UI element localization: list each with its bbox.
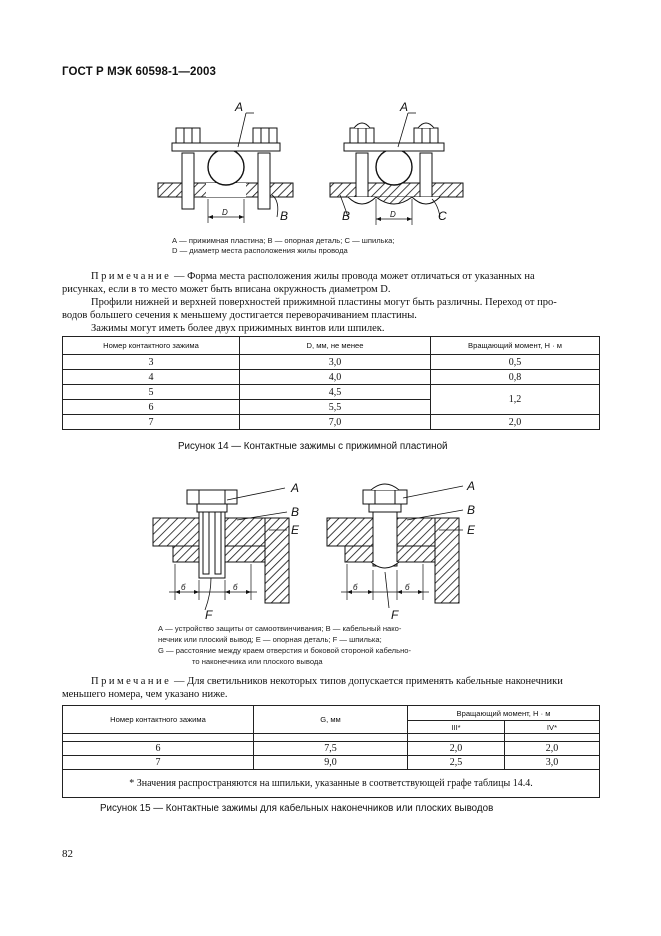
fig14-legend-line2: D — диаметр места расположения жилы провода <box>172 246 348 255</box>
fig15-label-e-right: Е <box>467 523 476 537</box>
table-row: 4 4,0 0,8 <box>63 370 600 385</box>
table-row: 3 3,0 0,5 <box>63 355 600 370</box>
fig15-label-f-left: F <box>205 608 213 622</box>
fig14-label-a-left: А <box>235 100 244 114</box>
page-number: 82 <box>62 848 73 860</box>
fig15-right-view <box>327 479 476 622</box>
fig14-para2: Профили нижней и верхней поверхностей прижимной пластины могут быть различны. Переход от про- <box>91 297 557 308</box>
fig15-legend-line1: А — устройство защиты от самоотвинчивания; В — кабельный нако- <box>158 624 402 633</box>
col-header-g: G, мм <box>254 706 408 734</box>
fig15-caption: Рисунок 15 — Контактные зажимы для кабельных наконечников или плоских выводов <box>100 803 494 814</box>
fig14-label-d-left: D <box>222 208 228 217</box>
fig15-label-a-left: А <box>291 481 300 495</box>
table-row: 6 5,5 <box>63 400 600 415</box>
col-header-num: Номер контактного зажима <box>63 337 240 355</box>
fig15-g-right-1: б <box>353 583 358 592</box>
fig15-left-view <box>153 481 300 622</box>
table-row: 7 7,0 2,0 <box>63 415 600 430</box>
fig15-legend-line4: то наконечника или плоского вывода <box>192 657 323 666</box>
document-header: ГОСТ Р МЭК 60598-1—2003 <box>62 66 216 78</box>
col-header-num: Номер контактного зажима <box>63 706 254 734</box>
fig15-note: Примечание — Для светильников некоторых типов допускается применять кабельные наконечники <box>91 676 563 687</box>
col-header-iv: IV* <box>505 721 600 734</box>
fig15-note-cont: меньшего номера, чем указано ниже. <box>62 689 228 700</box>
fig15-label-b-left: В <box>291 505 300 519</box>
fig15-label-b-right: В <box>467 503 476 517</box>
col-header-iii: III* <box>408 721 505 734</box>
fig15-legend-line2: нечник или плоский вывод; Е — опорная деталь; F — шпилька; <box>158 635 382 644</box>
table-footnote: * Значения распространяются на шпильки, указанные в соответствующей графе таблицы 14.4. <box>63 770 600 798</box>
clamp-plate <box>172 143 280 151</box>
fig15-legend-line3: G — расстояние между краем отверстия и боковой стороной кабельно- <box>158 646 412 655</box>
fig14-para3: Зажимы могут иметь более двух прижимных винтов или шпилек. <box>91 323 385 334</box>
col-header-torque: Вращающий момент, Н · м <box>431 337 600 355</box>
fig15-label-a-right: А <box>467 479 476 493</box>
fig14-table <box>62 336 600 430</box>
fig14-label-b-left: В <box>280 209 289 223</box>
table-row: 7 9,0 2,5 3,0 <box>63 756 600 770</box>
col-header-d: D, мм, не менее <box>240 337 431 355</box>
table-row: 5 4,5 1,2 <box>63 385 600 400</box>
fig14-left-view <box>158 100 293 223</box>
col-header-torque: Вращающий момент, Н · м <box>408 706 600 721</box>
wire-circle <box>208 149 244 185</box>
fig15-g-left-1: б <box>181 583 186 592</box>
fig15-g-left-2: б <box>233 583 238 592</box>
fig14-note: Примечание — Форма места расположения жилы провода может отличаться от указанных на <box>91 271 535 282</box>
fig15-label-f-right: F <box>391 608 399 622</box>
fig14-right-view <box>330 100 463 225</box>
fig14-legend-line1: А — прижимная пластина; В — опорная деталь; С — шпилька; <box>172 236 395 245</box>
fig14-label-c: С <box>438 209 447 223</box>
fig14-label-a-right: А <box>400 100 409 114</box>
merged-torque-cell: 1,2 <box>431 385 600 415</box>
table-row: 6 7,5 2,0 2,0 <box>63 742 600 756</box>
fig14-para2-cont: водов большего сечения к меньшему достигается переворачиванием пластины. <box>62 310 417 321</box>
figure-14-drawing <box>150 95 480 235</box>
fig15-table <box>62 705 600 798</box>
fig14-label-b-right: В <box>342 209 351 223</box>
fig14-note-cont: рисунках, если в то место может быть вписана окружность диаметром D. <box>62 284 391 295</box>
figure-15-drawing <box>145 474 495 624</box>
fig14-caption: Рисунок 14 — Контактные зажимы с прижимной пластиной <box>178 441 448 452</box>
fig15-label-e-left: Е <box>291 523 300 537</box>
fig15-g-right-2: б <box>405 583 410 592</box>
fig14-label-d-right: D <box>390 210 396 219</box>
